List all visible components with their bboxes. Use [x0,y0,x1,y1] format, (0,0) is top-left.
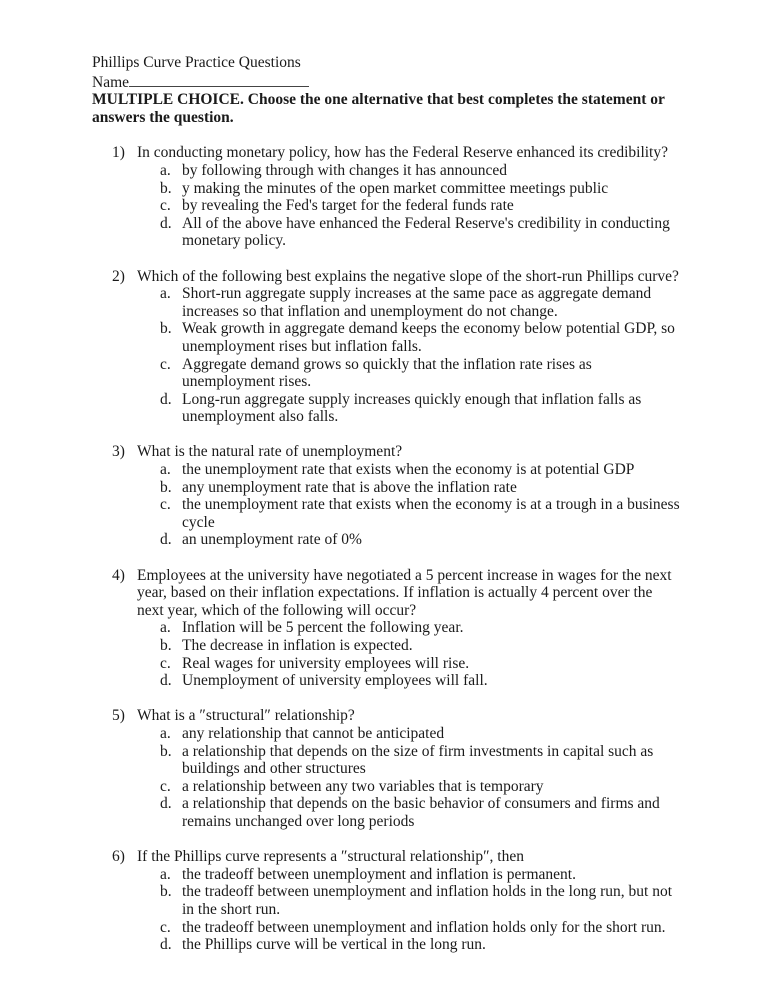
question-text: What is the natural rate of unemployment? [137,443,403,461]
option-label: b. [160,637,172,654]
option-list [137,619,682,689]
question-text: Which of the following best explains the negative slope of the short-run Phillips curve? [137,267,679,285]
question-1 [92,144,682,250]
question-number: 3) [112,443,125,461]
option-text: a relationship between any two variables that is temporary [182,777,544,795]
option-label: d. [160,531,172,549]
option-text: a relationship that depends on the size of firm investments in capital such as buildings and other structures [182,742,654,778]
option-d [137,936,682,954]
option-label: a. [160,461,171,479]
option-a [137,285,682,320]
option-a [137,162,682,180]
option-label: d. [160,672,172,690]
question-2 [92,268,682,426]
question-text: Employees at the university have negotiated a 5 percent increase in wages for the next year, based on their inflation expectations. If inflation is actually 4 percent over the next year, which of the following will occur? [137,566,672,619]
option-text: All of the above have enhanced the Federal Reserve's credibility in conducting monetary policy. [182,214,670,250]
option-text: any unemployment rate that is above the inflation rate [182,478,517,496]
option-b [137,883,682,918]
option-c [137,197,682,215]
option-text: Inflation will be 5 percent the following year. [182,619,464,637]
option-text: a relationship that depends on the basic behavior of consumers and firms and remains unchanged over long periods [182,795,660,830]
option-c [137,655,682,673]
option-b [137,637,682,655]
option-text: the tradeoff between unemployment and inflation holds only for the short run. [182,918,666,936]
question-number: 6) [112,848,125,866]
option-text: an unemployment rate of 0% [182,531,362,549]
option-b [137,479,682,497]
option-text: the unemployment rate that exists when the economy is at a trough in a business cycle [182,496,680,531]
option-list [137,285,682,426]
option-d [137,795,682,830]
option-b [137,743,682,778]
option-label: a. [160,865,171,883]
option-label: d. [160,795,172,813]
option-label: c. [160,197,171,215]
option-label: c. [160,777,171,795]
option-text: Long-run aggregate supply increases quickly enough that inflation falls as unemployment also falls. [182,390,642,426]
option-c [137,778,682,796]
option-label: b. [160,320,172,338]
option-label: d. [160,214,172,232]
option-label: c. [160,654,171,672]
option-d [137,672,682,690]
option-text: by following through with changes it has announced [182,161,508,179]
question-number: 1) [112,144,125,162]
option-c [137,919,682,937]
document-title: Phillips Curve Practice Questions [92,54,301,71]
option-label: d. [160,390,172,408]
question-list [92,144,682,953]
option-label: c. [160,918,171,936]
option-a [137,619,682,637]
option-d [137,215,682,250]
option-text: The decrease in inflation is expected. [182,637,413,654]
name-blank [129,72,309,87]
option-text: Aggregate demand grows so quickly that the inflation rate rises as unemployment rises. [182,355,592,391]
option-label: c. [160,496,171,514]
option-label: c. [160,355,171,373]
option-text: Weak growth in aggregate demand keeps the economy below potential GDP, so unemployment rises but inflation falls. [182,320,675,355]
option-text: the tradeoff between unemployment and inflation holds in the long run, but not in the short run. [182,883,673,918]
instructions: MULTIPLE CHOICE. Choose the one alternative that best completes the statement or answers the question. [92,91,665,126]
option-a [137,866,682,884]
option-list [137,725,682,831]
question-text: In conducting monetary policy, how has the Federal Reserve enhanced its credibility? [137,144,668,162]
option-text: Real wages for university employees will rise. [182,654,470,672]
option-d [137,531,682,549]
option-label: a. [160,161,171,179]
option-label: d. [160,936,172,954]
question-number: 5) [112,707,125,725]
question-3 [92,443,682,549]
option-text: y making the minutes of the open market committee meetings public [182,179,609,197]
question-5 [92,707,682,830]
option-text: any relationship that cannot be anticipated [182,724,445,742]
question-text: What is a ″structural″ relationship? [137,707,355,725]
name-label: Name [92,73,130,91]
question-number: 4) [112,566,125,584]
option-label: b. [160,883,172,901]
option-label: a. [160,619,171,637]
option-list [137,461,682,549]
option-a [137,725,682,743]
document-page [92,54,682,971]
option-b [137,180,682,198]
option-text: by revealing the Fed's target for the federal funds rate [182,197,514,215]
option-label: b. [160,742,172,760]
option-b [137,320,682,355]
option-text: the Phillips curve will be vertical in the long run. [182,936,486,954]
question-6 [92,848,682,954]
option-list [137,866,682,954]
option-text: Unemployment of university employees will fall. [182,672,488,690]
option-c [137,356,682,391]
option-text: the unemployment rate that exists when the economy is at potential GDP [182,461,635,479]
question-number: 2) [112,267,125,285]
option-label: a. [160,285,171,303]
option-text: the tradeoff between unemployment and inflation is permanent. [182,865,576,883]
option-a [137,461,682,479]
option-d [137,391,682,426]
option-label: a. [160,724,171,742]
question-4 [92,567,682,690]
option-label: b. [160,478,172,496]
option-text: Short-run aggregate supply increases at the same pace as aggregate demand increases so that inflation and unemployment do not change. [182,285,652,320]
option-list [137,162,682,250]
option-label: b. [160,179,172,197]
name-line [92,72,682,92]
option-c [137,496,682,531]
question-text: If the Phillips curve represents a ″structural relationship″, then [137,848,524,866]
